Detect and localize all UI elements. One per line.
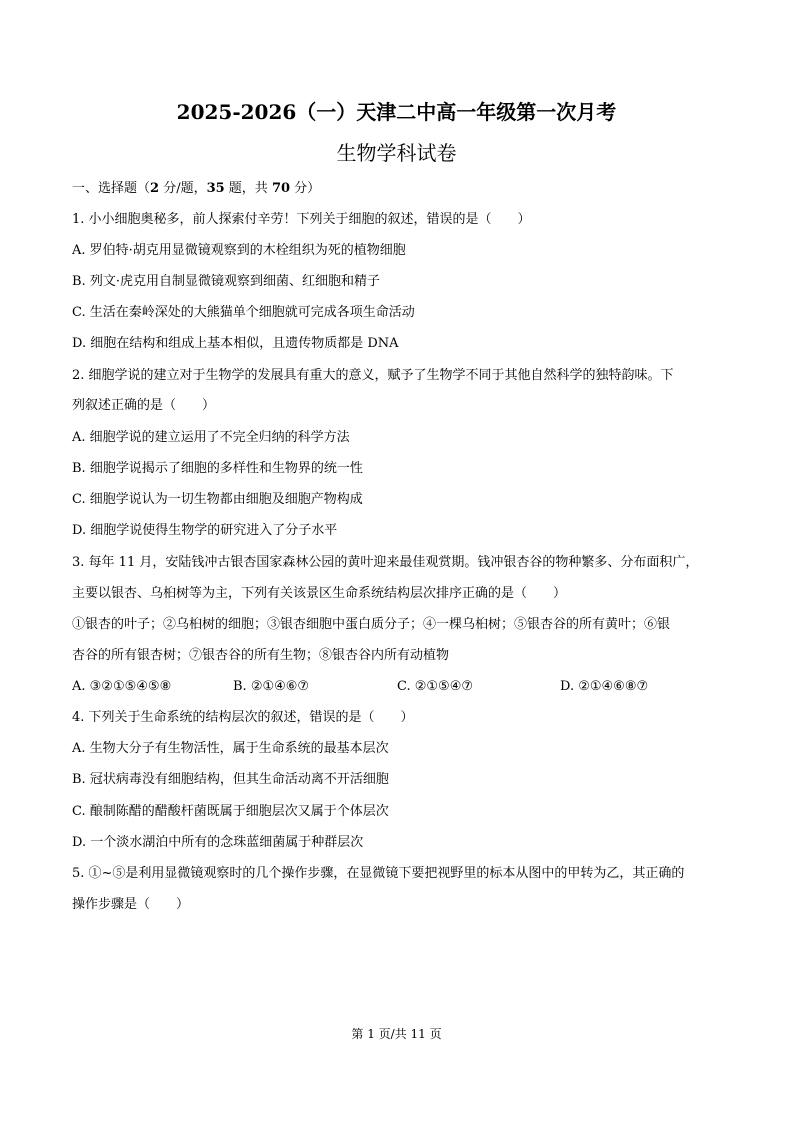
question-3-stem-line-2: 主要以银杏、乌桕树等为主，下列有关该景区生命系统结构层次排序正确的是（ ）: [72, 586, 567, 601]
question-2-option-d: D. 细胞学说使得生物学的研究进入了分子水平: [72, 523, 338, 538]
question-2-stem-line-1: 2. 细胞学说的建立对于生物学的发展具有重大的意义，赋予了生物学不同于其他自然科学的独特韵味。下: [72, 368, 674, 383]
section-total-points: 70: [271, 181, 291, 196]
question-4-option-c: C. 酿制陈醋的醋酸杆菌既属于细胞层次又属于个体层次: [72, 804, 389, 819]
question-3-stem-line-3: ①银杏的叶子；②乌桕树的细胞；③银杏细胞中蛋白质分子；④一棵乌桕树；⑤银杏谷的所有黄叶；⑥银: [72, 617, 671, 632]
question-2-stem-line-2: 列叙述正确的是（ ）: [72, 398, 216, 413]
question-3-stem-line-4: 杏谷的所有银杏树；⑦银杏谷的所有生物；⑧银杏谷内所有动植物: [72, 648, 450, 663]
question-5-stem-line-2: 操作步骤是（ ）: [72, 897, 190, 912]
question-4-stem: 4. 下列关于生命系统的结构层次的叙述，错误的是（ ）: [72, 710, 414, 725]
question-2-option-a: A. 细胞学说的建立运用了不完全归纳的科学方法: [72, 430, 350, 445]
section-mid2: 题，共: [224, 181, 272, 196]
question-3-option-c: C. ②①⑤④⑦: [397, 679, 474, 694]
question-4-option-d: D. 一个淡水湖泊中所有的念珠蓝细菌属于种群层次: [72, 835, 364, 850]
section-points-per-question: 2: [150, 181, 160, 196]
question-3-option-b: B. ②①④⑥⑦: [233, 679, 310, 694]
question-1-option-c: C. 生活在秦岭深处的大熊猫单个细胞就可完成各项生命活动: [72, 305, 415, 320]
question-3-option-d: D. ②①④⑥⑧⑦: [560, 679, 649, 694]
question-1-option-b: B. 列文·虎克用自制显微镜观察到细菌、红细胞和精子: [72, 274, 380, 289]
section-mid1: 分/题，: [159, 181, 207, 196]
question-2-option-b: B. 细胞学说揭示了细胞的多样性和生物界的统一性: [72, 461, 363, 476]
section-question-count: 35: [206, 181, 225, 196]
question-1-stem: 1. 小小细胞奥秘多，前人探索付辛劳！下列关于细胞的叙述，错误的是（ ）: [72, 212, 531, 227]
section-prefix: 一、选择题（: [72, 181, 151, 196]
question-3-option-a: A. ③②①⑤④⑤⑧: [72, 679, 172, 694]
exam-subtitle: 生物学科试卷: [336, 141, 457, 165]
question-1-option-a: A. 罗伯特·胡克用显微镜观察到的木栓组织为死的植物细胞: [72, 243, 406, 258]
exam-title: 2025-2026（一）天津二中高一年级第一次月考: [176, 100, 617, 124]
section-suffix: 分）: [290, 181, 321, 196]
question-3-stem-line-1: 3. 每年 11 月，安陆钱冲古银杏国家森林公园的黄叶迎来最佳观赏期。钱冲银杏谷的物种繁多、分布面积广，: [72, 555, 699, 570]
question-5-stem-line-1: 5. ①~⑤是利用显微镜观察时的几个操作步骤，在显微镜下要把视野里的标本从图中的甲转为乙，其正确的: [72, 866, 685, 881]
question-4-option-a: A. 生物大分子有生物活性，属于生命系统的最基本层次: [72, 741, 389, 756]
question-2-option-c: C. 细胞学说认为一切生物都由细胞及细胞产物构成: [72, 492, 363, 507]
question-1-option-d: D. 细胞在结构和组成上基本相似，且遗传物质都是 DNA: [72, 336, 399, 351]
section-heading: [72, 180, 320, 198]
question-4-option-b: B. 冠状病毒没有细胞结构，但其生命活动离不开活细胞: [72, 772, 389, 787]
page-number: 第 1 页/共 11 页: [351, 1027, 442, 1041]
